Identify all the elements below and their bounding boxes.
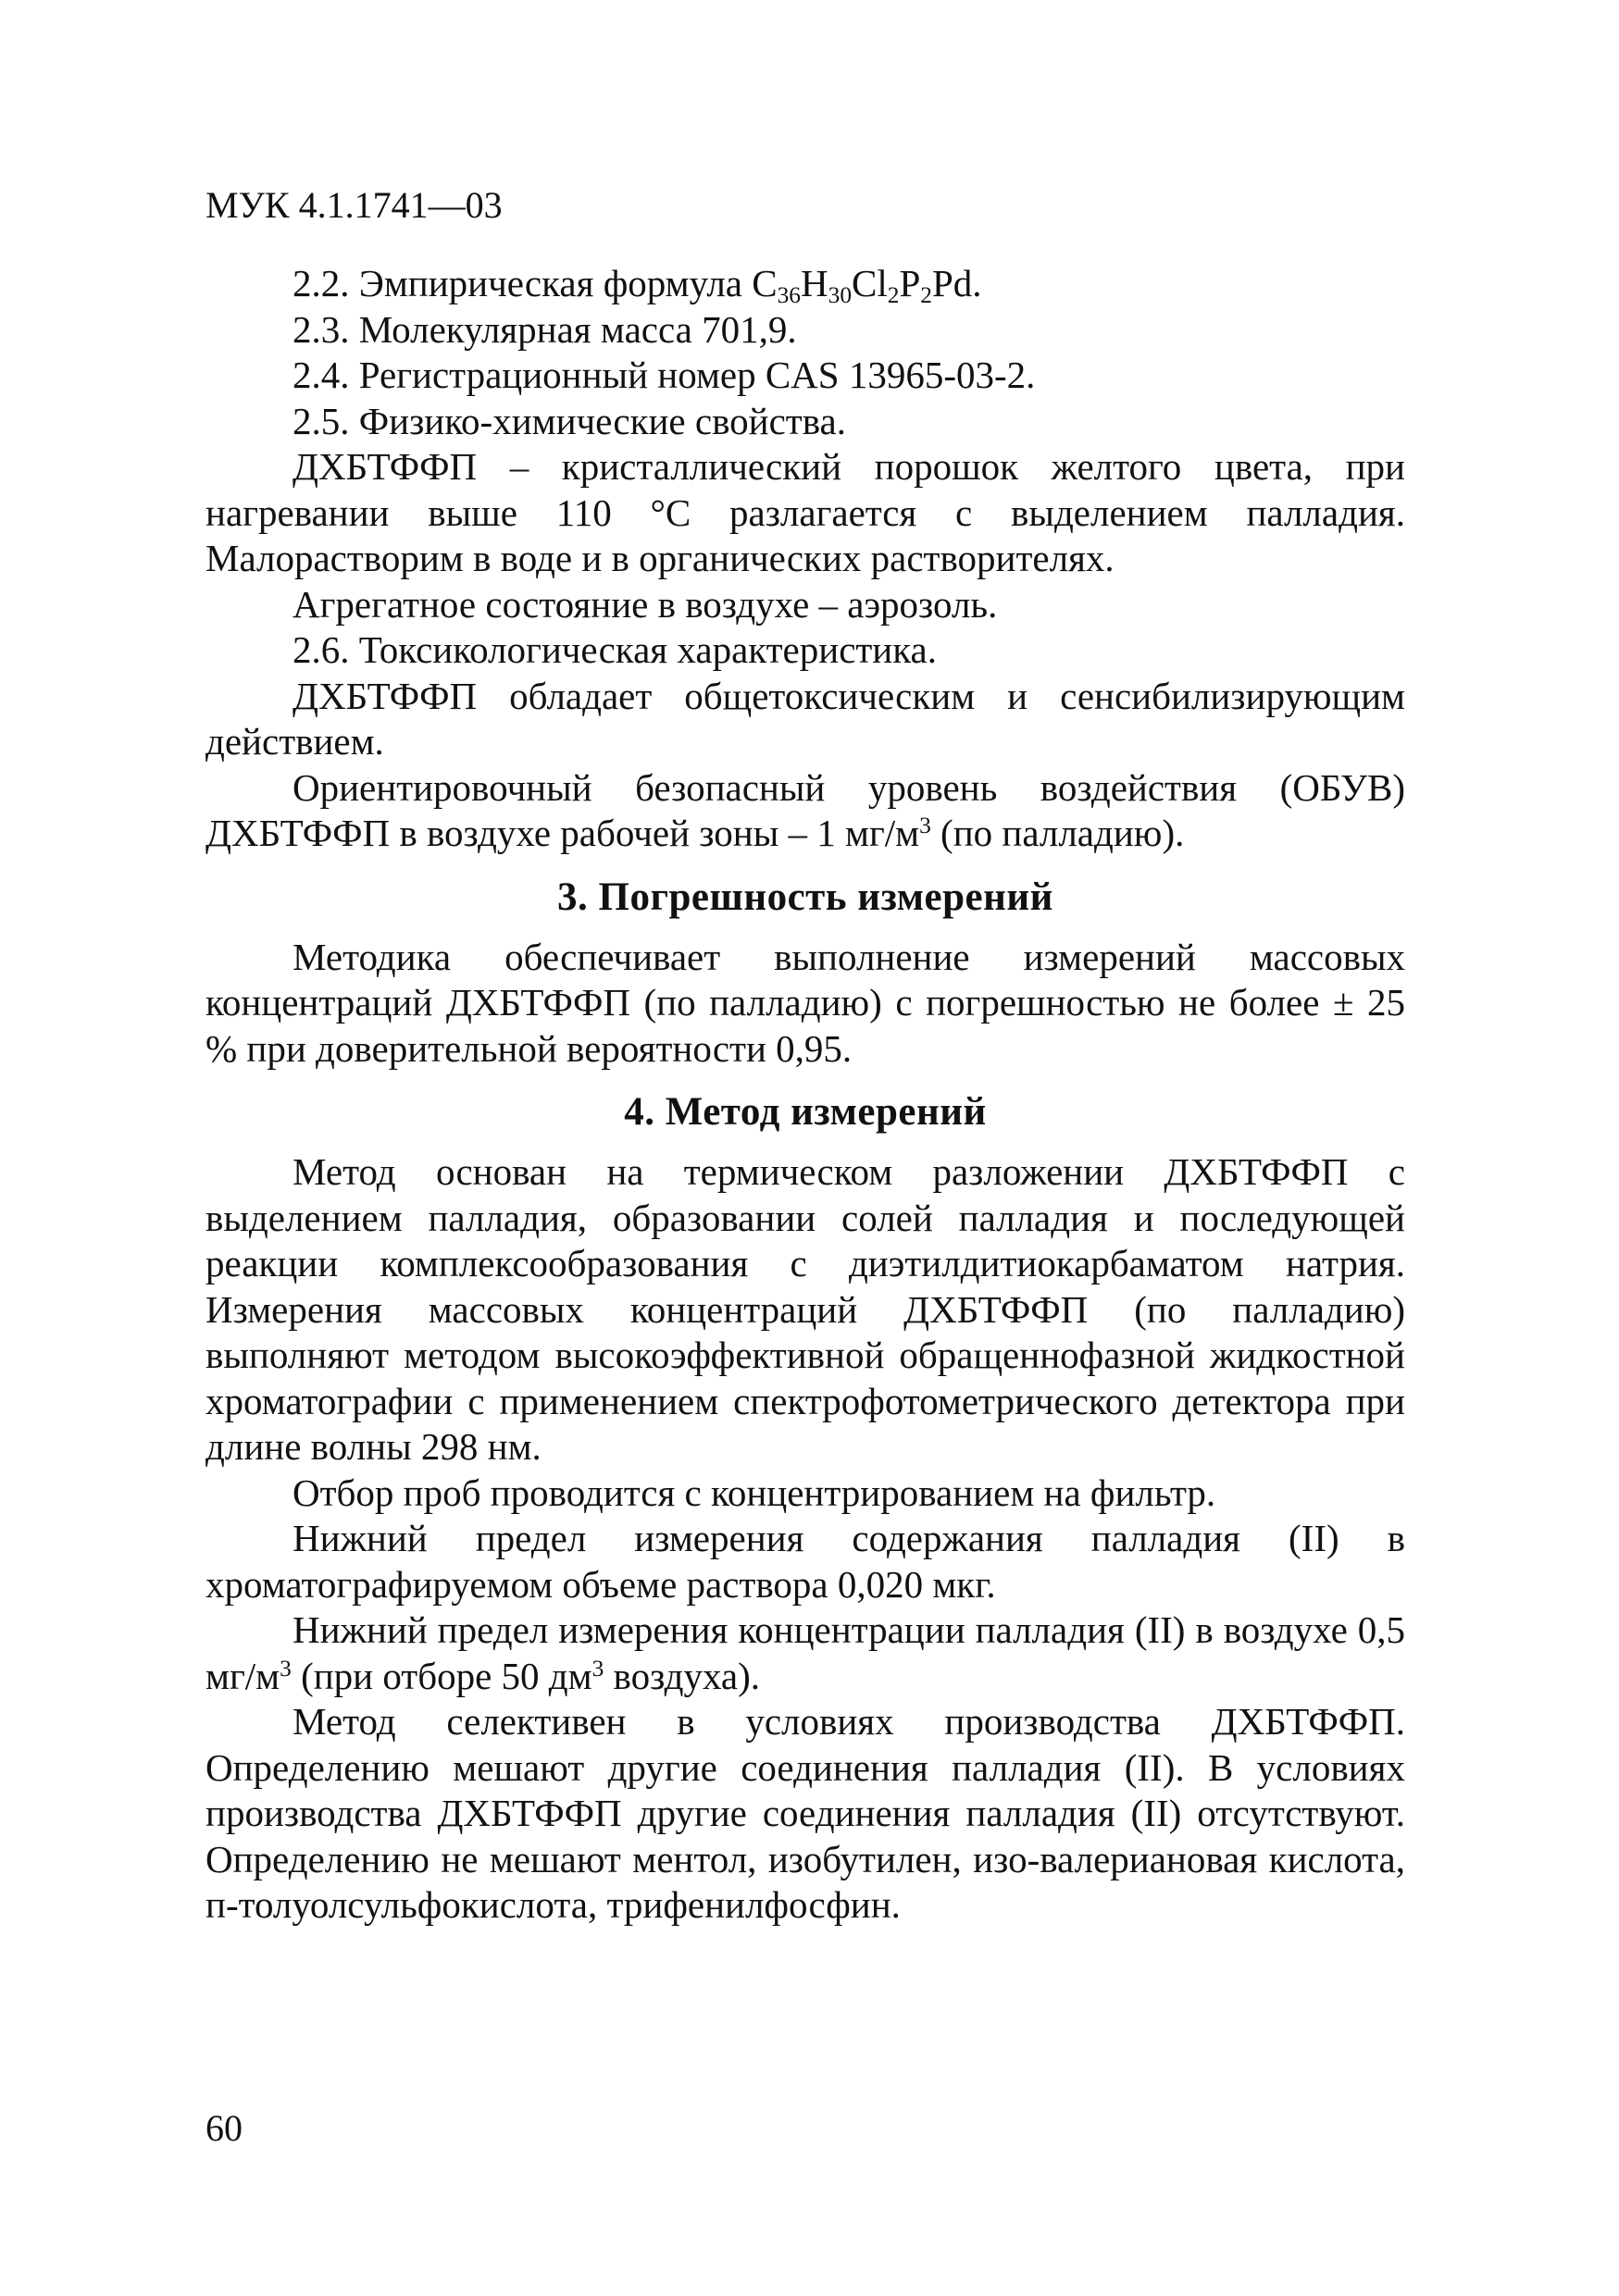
- toxicology-text: ДХБТФФП обладает общетоксическим и сенсибилизирующим действием.: [205, 674, 1405, 763]
- section-3-title: 3. Погрешность измерений: [557, 875, 1053, 919]
- obuv-text: Ориентировочный безопасный уровень воздействия (ОБУВ) ДХБТФФП в воздухе рабочей зоны – 1 $мг/м^3$ (по палладию).: [205, 765, 1405, 854]
- section-4-paragraph-3: Нижний предел измерения содержания палладия (II) в хроматографируемом объеме раствора 0,020 мкг.: [205, 1517, 1405, 1606]
- cas-number: 2.4. Регистрационный номер CAS 13965-03-2.: [293, 354, 1036, 396]
- molecular-mass: 2.3. Молекулярная масса 701,9.: [293, 307, 797, 351]
- section-4-paragraph-1: Метод основан на термическом разложении ДХБТФФП с выделением палладия, образовании солей палладия и последующей реакции комплексообразования с диэтилдитиокарбаматом натрия. Измерения массовых концентраций ДХБТФФП (по палладию) выполняют методом высокоэффективной обращеннофазной жидкостной хроматографии с применением спектрофотометрического детектора при длине волны 298 нм.: [205, 1150, 1405, 1468]
- formula-line: 2.2. Эмпирическая формула $C_{36}H_{30}Cl_2P_2Pd$.: [293, 262, 982, 309]
- aggregate-state: Агрегатное состояние в воздухе – аэрозоль.: [293, 582, 998, 626]
- document-code-header: МУК 4.1.1741—03: [205, 184, 503, 226]
- section-4-title: 4. Метод измерений: [624, 1090, 987, 1134]
- section-4-paragraph-4: Нижний предел измерения концентрации палладия (II) в воздухе 0,5 $мг/м^3$ (при отборе 50 $дм^3$ воздуха).: [205, 1608, 1405, 1697]
- properties-text: ДХБТФФП – кристаллический порошок желтого цвета, при нагревании выше 110 °С разлагается с выделением палладия. Малорастворим в воде и в органических растворителях.: [205, 445, 1405, 579]
- properties-heading: 2.5. Физико-химические свойства.: [293, 399, 846, 442]
- document-body: [205, 261, 1405, 1929]
- page-number: 60: [205, 2107, 243, 2149]
- toxicology-heading: 2.6. Токсикологическая характеристика.: [293, 628, 937, 671]
- section-4-paragraph-5: Метод селективен в условиях производства ДХБТФФП. Определению мешают другие соединения палладия (II). В условиях производства ДХБТФФП другие соединения палладия (II) отсутствуют. Определению не мешают ментол, изобутилен, изо-валериановая кислота, п-толуолсульфокислота, трифенилфосфин.: [205, 1700, 1405, 1926]
- section-3-text: Методика обеспечивает выполнение измерений массовых концентраций ДХБТФФП (по палладию) с погрешностью не более ± 25 % при доверительной вероятности 0,95.: [205, 935, 1405, 1070]
- section-4-paragraph-2: Отбор проб проводится с концентрированием на фильтр.: [293, 1471, 1216, 1514]
